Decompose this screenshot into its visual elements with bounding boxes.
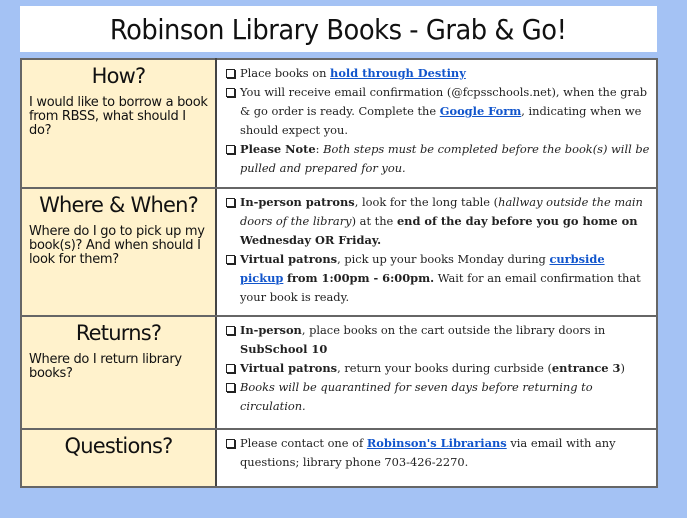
answer-cell-returns <box>216 316 657 429</box>
question-cell-returns <box>21 316 216 429</box>
question-heading: Questions? <box>64 434 173 458</box>
answer-cell-questions <box>216 429 657 487</box>
question-heading: Returns? <box>75 321 162 345</box>
question-cell-questions <box>21 429 216 487</box>
answer-cell-where-when <box>216 188 657 316</box>
table-row-how <box>21 59 657 188</box>
table-row-questions <box>21 429 657 487</box>
checkbox-bullet-icon <box>226 383 235 392</box>
question-heading: Where & When? <box>39 193 198 217</box>
list-item: In-person patrons, look for the long table (hallway outside the main doors of the library) at the end of the day before you go home on Wednesday OR Friday. <box>226 193 650 250</box>
checkbox-bullet-icon <box>226 364 235 373</box>
checkbox-bullet-icon <box>226 88 235 97</box>
curbside-pickup-link[interactable]: curbside pickup <box>240 252 605 285</box>
hold-through-destiny-link[interactable]: hold through Destiny <box>330 66 466 80</box>
title-banner <box>20 6 657 52</box>
question-cell-how <box>21 59 216 188</box>
list-item: Place books on hold through Destiny <box>226 64 650 83</box>
checkbox-bullet-icon <box>226 326 235 335</box>
checkbox-bullet-icon <box>226 255 235 264</box>
robinsons-librarians-link[interactable]: Robinson's Librarians <box>366 436 507 450</box>
list-item: You will receive email confirmation (@fcpsschools.net), when the grab & go order is ready. Complete the Google Form, indicating when we should expect you. <box>226 83 650 140</box>
table-row-returns <box>21 316 657 429</box>
checkbox-bullet-icon <box>226 69 235 78</box>
checkbox-bullet-icon <box>226 198 235 207</box>
page-title: Robinson Library Books - Grab & Go! <box>110 12 567 46</box>
list-item: Please Note: Both steps must be completed before the book(s) will be pulled and prepared for you. <box>226 140 650 178</box>
question-subtext: Where do I go to pick up my book(s)? And when should I look for them? <box>29 224 205 267</box>
info-table <box>20 58 658 488</box>
list-item: Virtual patrons, pick up your books Monday during curbside pickup from 1:00pm - 6:00pm. Wait for an email confirmation that your book is ready. <box>226 250 650 307</box>
answer-cell-how <box>216 59 657 188</box>
checkbox-bullet-icon <box>226 145 235 154</box>
question-cell-where-when <box>21 188 216 316</box>
question-subtext: I would like to borrow a book from RBSS, what should I do? <box>29 95 208 138</box>
checkbox-bullet-icon <box>226 439 235 448</box>
table-row-where-when <box>21 188 657 316</box>
list-item: Virtual patrons, return your books during curbside (entrance 3) <box>226 359 650 378</box>
list-item: Please contact one of Robinson's Librarians via email with any questions; library phone 703-426-2270. <box>226 434 650 472</box>
list-item: Books will be quarantined for seven days before returning to circulation. <box>226 378 650 416</box>
google-form-link[interactable]: Google Form <box>439 104 522 118</box>
list-item: In-person, place books on the cart outside the library doors in SubSchool 10 <box>226 321 650 359</box>
question-heading: How? <box>91 64 146 88</box>
question-subtext: Where do I return library books? <box>29 352 182 381</box>
